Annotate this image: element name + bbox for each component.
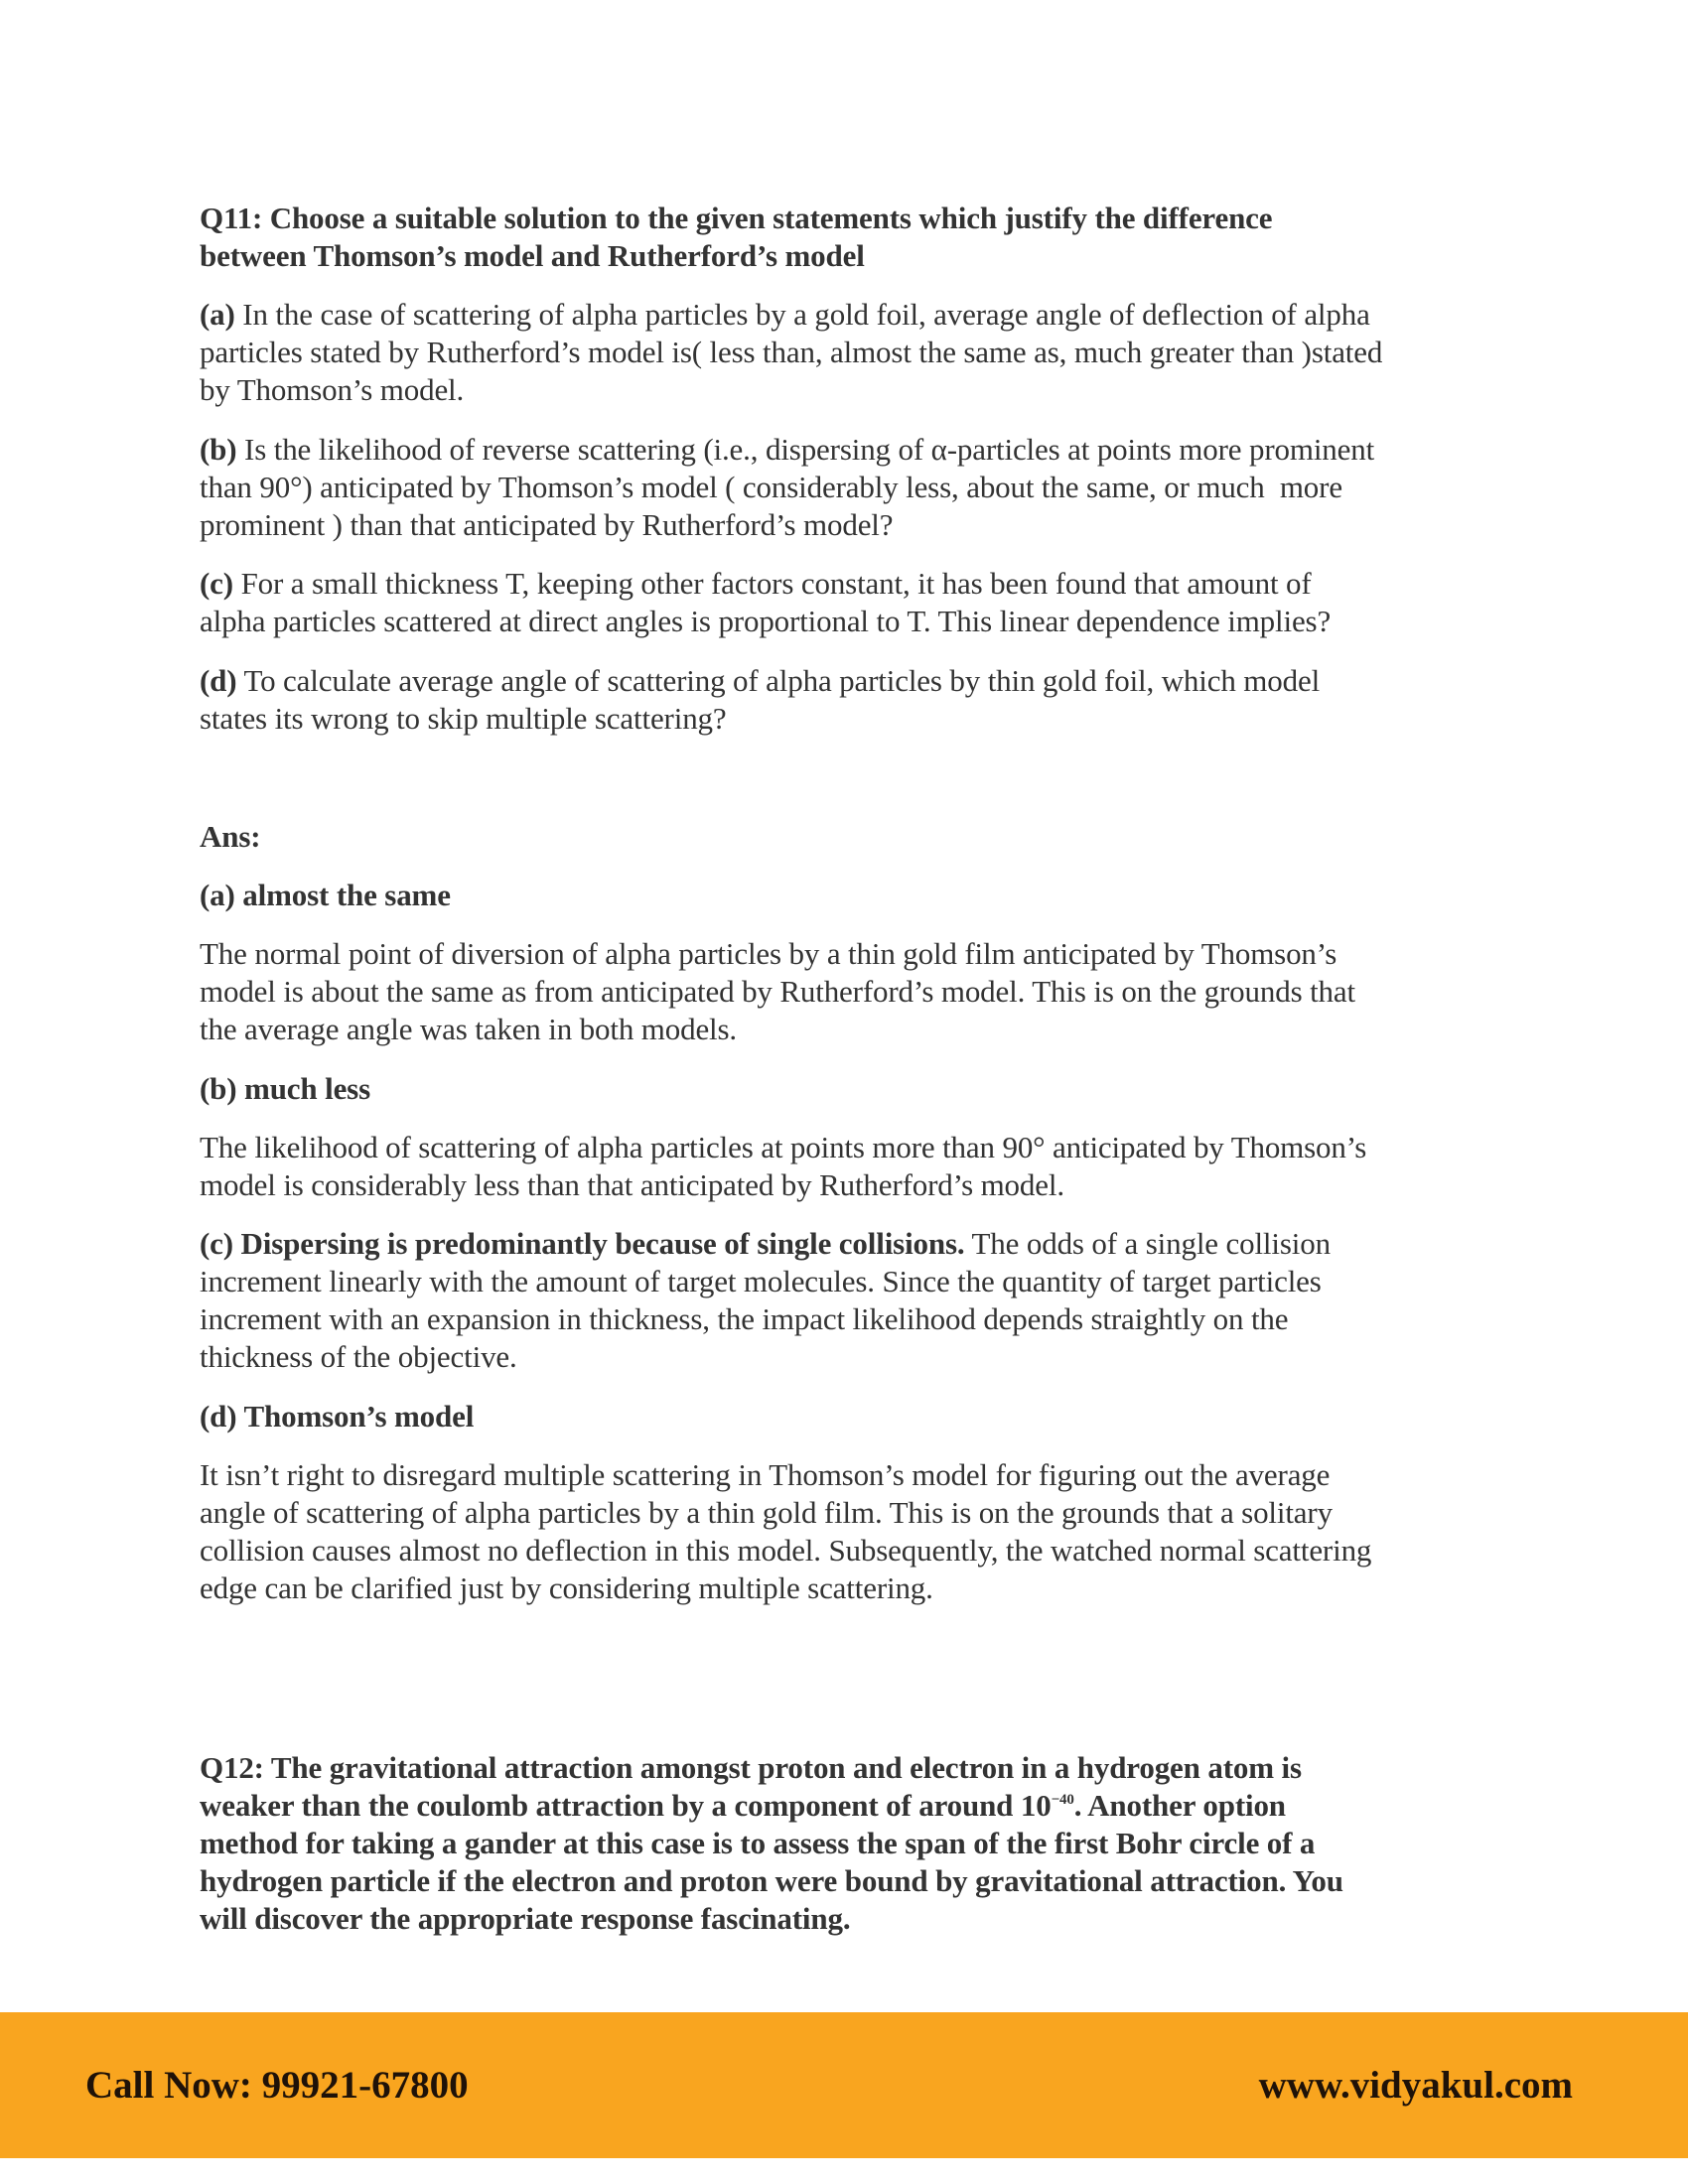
q11-part-b bbox=[200, 431, 1510, 544]
part-label: (b) bbox=[200, 432, 237, 467]
q11-part-a bbox=[200, 296, 1510, 409]
part-text: particles stated by Rutherford’s model is( less than, almost the same as, much greater than )stated bbox=[200, 335, 1383, 369]
q11-title-line: Q11: Choose a suitable solution to the given statements which justify the difference bbox=[200, 201, 1273, 235]
part-text: prominent ) than that anticipated by Rutherford’s model? bbox=[200, 507, 894, 542]
answer-a-paragraph: The normal point of diversion of alpha particles by a thin gold film anticipated by Thomson’s model is about the same as from anticipated by Rutherford’s model. This is on the grounds that the average angle was taken in both models. bbox=[200, 936, 1355, 1046]
part-text: by Thomson’s model. bbox=[200, 372, 465, 407]
part-label: (c) bbox=[200, 566, 233, 601]
q12-title: Q12: The gravitational attraction amongst proton and electron in a hydrogen atom is weaker than the coulomb attraction by a component of around $10^{-40}$. Another option method for taking a gander at this case is to assess the span of the first Bohr circle of a hydrogen particle if the electron and proton were bound by gravitational attraction. You will discover the appropriate response fascinating. bbox=[200, 1750, 1343, 1936]
answer-d-heading: (d) Thomson’s model bbox=[200, 1399, 475, 1433]
part-text: Is the likelihood of reverse scattering (i.e., dispersing of α-particles at points more prominent bbox=[236, 432, 1375, 467]
part-text: In the case of scattering of alpha particles by a gold foil, average angle of deflection of alpha bbox=[234, 297, 1370, 332]
part-text: For a small thickness T, keeping other factors constant, it has been found that amount of bbox=[232, 566, 1312, 601]
part-label: (a) bbox=[200, 297, 235, 332]
footer-banner bbox=[0, 2012, 1688, 2158]
part-label: (d) bbox=[200, 663, 237, 698]
part-text: alpha particles scattered at direct angles is proportional to T. This linear dependence implies? bbox=[200, 604, 1332, 638]
answer-b-paragraph: The likelihood of scattering of alpha particles at points more than 90° anticipated by Thomson’s model is considerably less than that anticipated by Rutherford’s model. bbox=[200, 1130, 1367, 1202]
exponent: −40 bbox=[1051, 1792, 1074, 1808]
part-text: states its wrong to skip multiple scattering? bbox=[200, 701, 727, 736]
part-text: than 90°) anticipated by Thomson’s model ( considerably less, about the same, or much more bbox=[200, 470, 1342, 504]
q11-title bbox=[200, 200, 1510, 275]
answer-a-heading: (a) almost the same bbox=[200, 878, 451, 912]
answer-b-heading: (b) much less bbox=[200, 1071, 371, 1106]
answer-heading: Ans: bbox=[200, 819, 261, 854]
answer-d-paragraph: It isn’t right to disregard multiple scattering in Thomson’s model for figuring out the average angle of scattering of alpha particles by a thin gold film. This is on the grounds that a solitary collision causes almost no deflection in this model. Subsequently, the watched normal scattering edge can be clarified just by considering multiple scattering. bbox=[200, 1457, 1372, 1605]
answer-c-heading: (c) Dispersing is predominantly because of single collisions. bbox=[200, 1226, 965, 1261]
answer-c-paragraph: (c) Dispersing is predominantly because of single collisions. The odds of a single collision increment linearly with the amount of target molecules. Since the quantity of target particles increment with an expansion in thickness, the impact likelihood depends straightly on the thickness of the objective. bbox=[200, 1226, 1331, 1374]
q11-title-line: between Thomson’s model and Rutherford’s model bbox=[200, 238, 865, 273]
website-link[interactable]: www.vidyakul.com bbox=[1258, 2064, 1573, 2107]
q11-part-c bbox=[200, 565, 1510, 640]
part-text: To calculate average angle of scattering of alpha particles by thin gold foil, which model bbox=[236, 663, 1321, 698]
call-now-phone: Call Now: 99921-67800 bbox=[85, 2064, 469, 2107]
q11-part-d bbox=[200, 662, 1510, 738]
